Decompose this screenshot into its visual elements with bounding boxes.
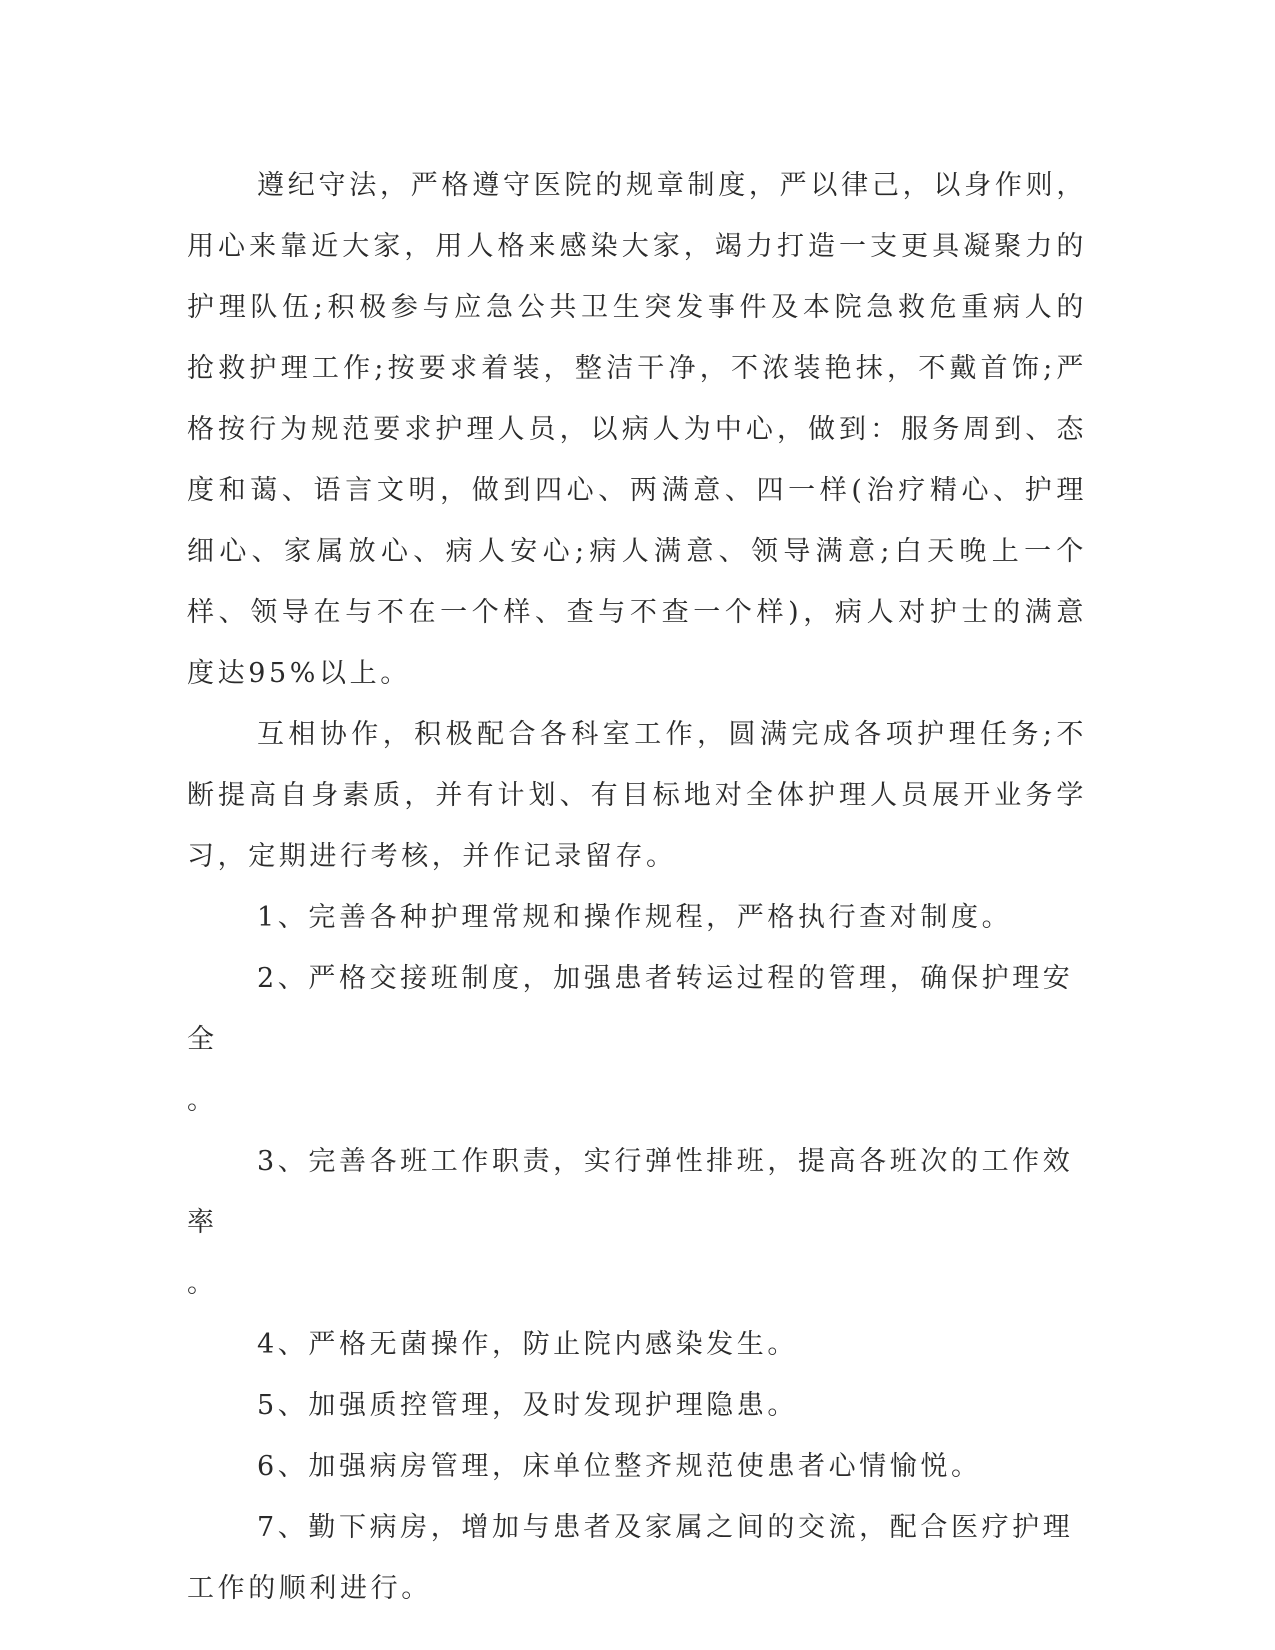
paragraph-cooperation: 互相协作，积极配合各科室工作，圆满完成各项护理任务;不断提高自身素质，并有计划、有目标地对全体护理人员展开业务学习，定期进行考核，并作记录留存。	[187, 719, 1087, 872]
list-item-3: 3、完善各班工作职责，实行弹性排班，提高各班次的工作效率	[187, 1146, 1074, 1238]
list-item-6: 6、加强病房管理，床单位整齐规范使患者心情愉悦。	[257, 1451, 982, 1482]
list-item-2: 2、严格交接班制度，加强患者转运过程的管理，确保护理安全	[187, 963, 1074, 1055]
list-item-4: 4、严格无菌操作，防止院内感染发生。	[257, 1329, 798, 1360]
paragraph-conduct: 遵纪守法，严格遵守医院的规章制度，严以律己，以身作则，用心来靠近大家，用人格来感染大家，竭力打造一支更具凝聚力的护理队伍;积极参与应急公共卫生突发事件及本院急救危重病人的抢救护理工作;按要求着装，整洁干净，不浓装艳抹，不戴首饰;严格按行为规范要求护理人员，以病人为中心，做到：服务周到、态度和蔼、语言文明，做到四心、两满意、四一样(治疗精心、护理细心、家属放心、病人安心;病人满意、领导满意;白天晚上一个样、领导在与不在一个样、查与不查一个样)，病人对护士的满意度达95%以上。	[187, 170, 1087, 689]
list-item-1: 1、完善各种护理常规和操作规程，严格执行查对制度。	[257, 902, 1013, 933]
list-item-2-tail: 。	[187, 1085, 218, 1116]
list-item-5: 5、加强质控管理，及时发现护理隐患。	[257, 1390, 798, 1421]
list-item-7: 7、勤下病房，增加与患者及家属之间的交流，配合医疗护理工作的顺利进行。	[187, 1512, 1074, 1604]
list-item-3-tail: 。	[187, 1268, 218, 1299]
document-body	[187, 155, 1087, 1619]
